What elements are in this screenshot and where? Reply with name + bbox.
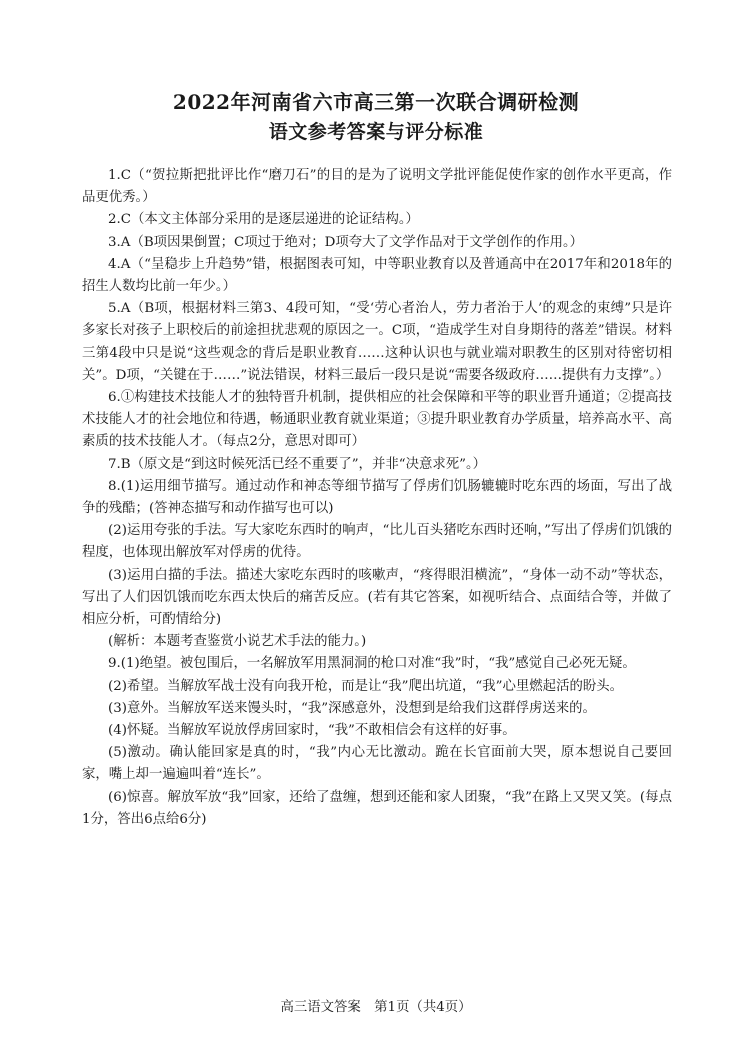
answer-9-part-3: (3)意外。当解放军送来馒头时，“我”深感意外，没想到是给我们这群俘虏送来的。 [108,700,596,716]
answer-4: 4.A（“呈稳步上升趋势”错，根据图表可知，中等职业教育以及普通高中在2017年和2018年的招生人数均比前一年少。） [82,256,672,295]
answer-9-part-1: 9.(1)绝望。被包围后，一名解放军用黑洞洞的枪口对准“我”时，“我”感觉自己必死无疑。 [108,656,636,672]
answer-1: 1.C（“贺拉斯把批评比作“磨刀石”的目的是为了说明文学批评能促使作家的创作水平更高，作品更优秀。） [82,168,672,206]
answer-9-part-5: (5)激动。确认能回家是真的时，“我”内心无比激动。跪在长官面前大哭，原本想说自己要回家，嘴上却一遍遍叫着“连长”。 [82,745,672,783]
answer-5: 5.A（B项，根据材料三第3、4段可知，“受‘劳心者治人，劳力者治于人’的观念的束缚”只是许多家长对孩子上职校后的前途担扰悲观的原因之一。C项，“造成学生对自身期待的落差”错误。材料三第4段中只是说“这些观念的背后是职业教育……这种认识也与就业端对职教生的区别对待密切相关”。D项，“关键在于……”说法错误，材料三最后一段只是说“需要各级政府……提供有力支撑”。） [82,301,672,383]
answer-9-part-6: (6)惊喜。解放军放“我”回家，还给了盘缠，想到还能和家人团聚，“我”在路上又哭又笑。(每点1分，答出6点给6分) [82,789,672,827]
document-subtitle: 语文参考答案与评分标准 [268,121,484,143]
answer-8-analysis: (解析：本题考查鉴赏小说艺术手法的能力。) [108,634,367,650]
answer-9-part-4: (4)怀疑。当解放军说放俘虏回家时，“我”不敢相信会有这样的好事。 [108,723,516,739]
document-title: 2022年河南省六市高三第一次联合调研检测 [172,90,580,114]
answer-8-part-1: 8.(1)运用细节描写。通过动作和神态等细节描写了俘虏们饥肠辘辘时吃东西的场面，写出了战争的残酷；(答神态描写和动作描写也可以) [82,478,672,517]
answer-6: 6.①构建技术技能人才的独特晋升机制，提供相应的社会保障和平等的职业晋升通道；②提高技术技能人才的社会地位和待遇，畅通职业教育就业渠道；③提升职业教育办学质量，培养高水平、高素质的技术技能人才。（每点2分，意思对即可） [82,390,672,450]
answer-3: 3.A（B项因果倒置；C项过于绝对；D项夸大了文学作品对于文学创作的作用。） [108,234,584,250]
answer-8-part-3: (3)运用白描的手法。描述大家吃东西时的咳嗽声，“疼得眼泪横流”，“身体一动不动”等状态，写出了人们因饥饿而吃东西太快后的痛苦反应。(若有其它答案，如视听结合、点面结合等，并做了相应分析，可酌情给分) [82,567,672,628]
answer-9-part-2: (2)希望。当解放军战士没有向我开枪，而是让“我”爬出坑道，“我”心里燃起活的盼头。 [108,678,624,694]
answer-2: 2.C（本文主体部分采用的是逐层递进的论证结构。） [108,212,419,228]
answer-7: 7.B（原文是“到这时候死活已经不重要了”，并非“决意求死”。） [108,456,487,472]
page-footer: 高三语文答案 第1页（共4页） [280,1000,472,1015]
answer-body [82,165,672,831]
answer-8-part-2: (2)运用夸张的手法。写大家吃东西时的响声，“比儿百头猪吃东西时还响，”写出了俘虏们饥饿的程度，也体现出解放军对俘虏的优待。 [82,523,672,561]
